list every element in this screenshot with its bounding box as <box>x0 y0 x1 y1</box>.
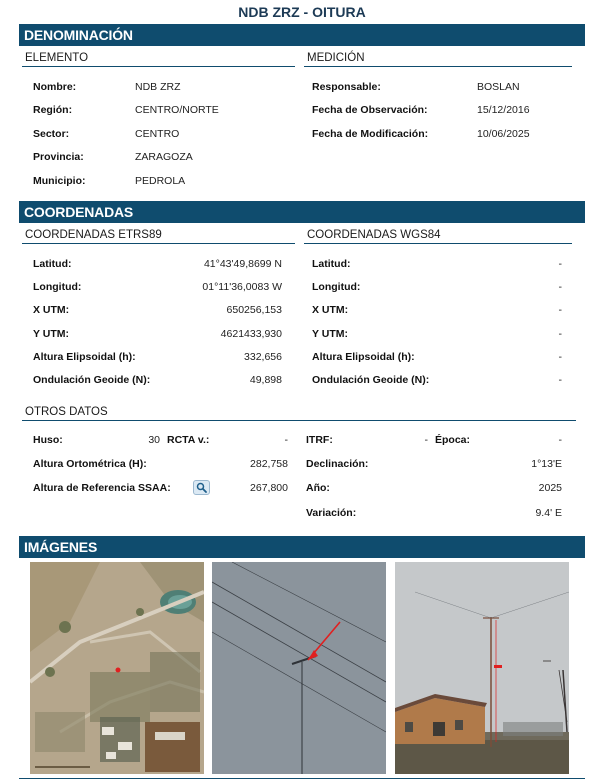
rcta-label: RCTA v.: <box>167 434 210 446</box>
wgs84-header: COORDENADAS WGS84 <box>304 229 572 244</box>
page-title: NDB ZRZ - OITURA <box>238 4 366 20</box>
magnifier-icon <box>196 482 207 493</box>
section-coordenadas: COORDENADAS <box>19 201 585 223</box>
huso-label: Huso: <box>33 434 63 446</box>
itrf-value: - <box>424 434 428 446</box>
elemento-header: ELEMENTO <box>22 52 295 67</box>
antenna-up-photo[interactable] <box>212 562 386 774</box>
etrs89-label: X UTM: <box>33 304 70 316</box>
wgs84-label: Altura Elipsoidal (h): <box>312 351 415 363</box>
elemento-value: NDB ZRZ <box>135 81 181 93</box>
aerial-image <box>30 562 204 774</box>
etrs89-header: COORDENADAS ETRS89 <box>22 229 295 244</box>
etrs89-value: 650256,153 <box>226 304 282 316</box>
etrs89-value: 01°11'36,0083 W <box>202 281 282 293</box>
wgs84-value: - <box>558 374 562 386</box>
itrf-label: ITRF: <box>306 434 333 446</box>
wgs84-value: - <box>558 328 562 340</box>
section-denominacion: DENOMINACIÓN <box>19 24 585 46</box>
huso-value: 30 <box>148 434 160 446</box>
anio-label: Año: <box>306 482 330 494</box>
elemento-label: Provincia: <box>33 151 84 163</box>
medicion-value: BOSLAN <box>477 81 520 93</box>
station-image <box>395 562 569 774</box>
medicion-label: Responsable: <box>312 81 381 93</box>
anio-value: 2025 <box>538 482 562 494</box>
etrs89-value: 49,898 <box>249 374 282 386</box>
variacion-value: 9.4' E <box>535 507 562 519</box>
medicion-header: MEDICIÓN <box>304 52 572 67</box>
medicion-value: 15/12/2016 <box>477 104 530 116</box>
declinacion-value: 1°13'E <box>531 458 562 470</box>
etrs89-value: 332,656 <box>244 351 282 363</box>
etrs89-label: Longitud: <box>33 281 82 293</box>
epoca-label: Época: <box>435 434 471 446</box>
wgs84-value: - <box>558 258 562 270</box>
etrs89-label: Ondulación Geoide (N): <box>33 374 151 386</box>
station-photo[interactable] <box>395 562 569 774</box>
rcta-value: - <box>284 434 288 446</box>
epoca-value: - <box>558 434 562 446</box>
wgs84-label: X UTM: <box>312 304 349 316</box>
medicion-label: Fecha de Modificación: <box>312 128 429 140</box>
ortometrica-label: Altura Ortométrica (H): <box>33 458 147 470</box>
wgs84-value: - <box>558 281 562 293</box>
elemento-label: Región: <box>33 104 73 116</box>
wgs84-label: Longitud: <box>312 281 361 293</box>
etrs89-value: 4621433,930 <box>220 328 282 340</box>
declinacion-label: Declinación: <box>306 458 369 470</box>
variacion-label: Variación: <box>306 507 357 519</box>
elemento-value: ZARAGOZA <box>135 151 193 163</box>
elemento-value: CENTRO <box>135 128 180 140</box>
medicion-value: 10/06/2025 <box>477 128 530 140</box>
wgs84-label: Y UTM: <box>312 328 348 340</box>
elemento-value: CENTRO/NORTE <box>135 104 219 116</box>
ortometrica-value: 282,758 <box>250 458 288 470</box>
bottom-divider <box>19 778 585 779</box>
elemento-label: Sector: <box>33 128 70 140</box>
aerial-photo[interactable] <box>30 562 204 774</box>
antenna-image <box>212 562 386 774</box>
etrs89-value: 41°43'49,8699 N <box>203 258 282 270</box>
elemento-label: Nombre: <box>33 81 77 93</box>
wgs84-value: - <box>558 304 562 316</box>
etrs89-label: Y UTM: <box>33 328 69 340</box>
otros-header: OTROS DATOS <box>22 406 576 421</box>
elemento-label: Municipio: <box>33 175 86 187</box>
wgs84-value: - <box>558 351 562 363</box>
ssaa-label: Altura de Referencia SSAA: <box>33 482 171 494</box>
etrs89-label: Altura Elipsoidal (h): <box>33 351 136 363</box>
etrs89-label: Latitud: <box>33 258 72 270</box>
ssaa-search-button[interactable] <box>193 480 210 495</box>
section-imagenes: IMÁGENES <box>19 536 585 558</box>
wgs84-label: Ondulación Geoide (N): <box>312 374 430 386</box>
elemento-value: PEDROLA <box>135 175 186 187</box>
wgs84-label: Latitud: <box>312 258 351 270</box>
medicion-label: Fecha de Observación: <box>312 104 428 116</box>
ssaa-value: 267,800 <box>250 482 288 494</box>
